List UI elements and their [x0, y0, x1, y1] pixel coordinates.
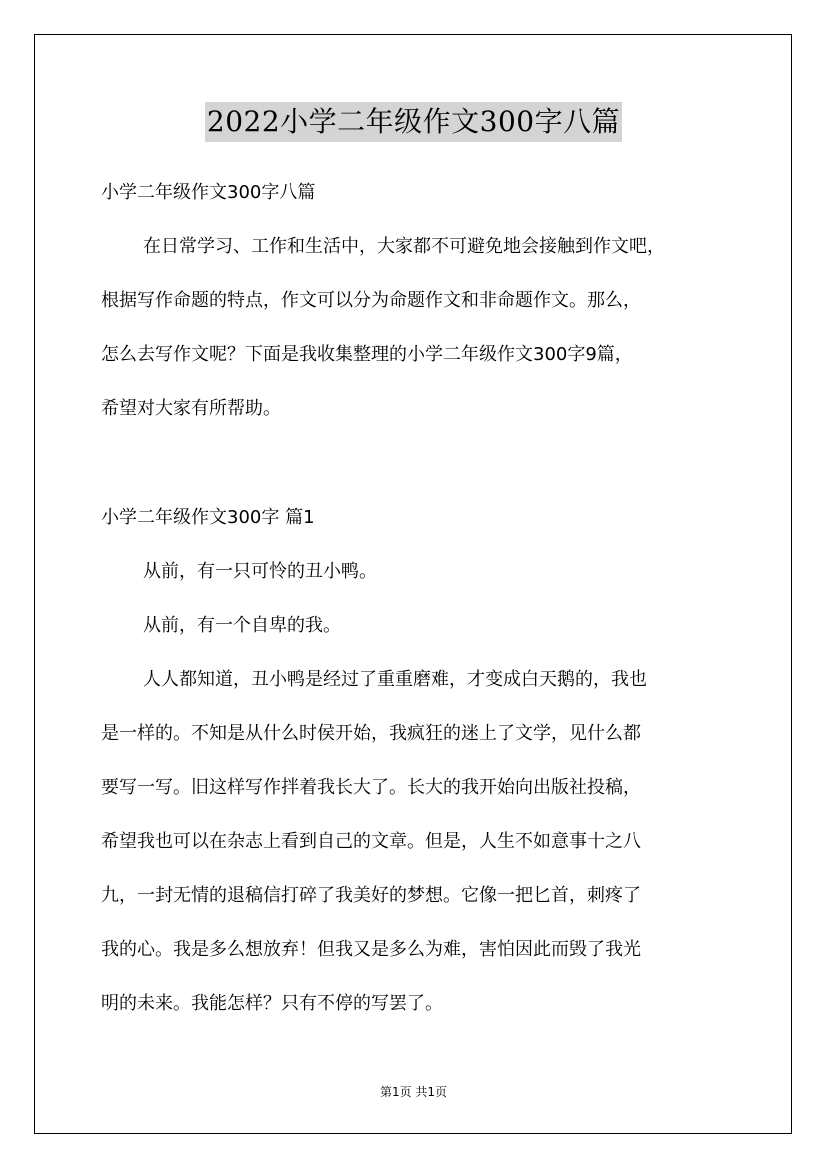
- title-container: [0, 102, 827, 142]
- intro-line: 希望对大家有所帮助。: [101, 398, 281, 419]
- paragraph-line: 我的心。我是多么想放弃！但我又是多么为难，害怕因此而毁了我光: [101, 939, 641, 960]
- paragraph-line: 人人都知道，丑小鸭是经过了重重磨难，才变成白天鹅的，我也: [143, 669, 647, 690]
- paragraph-line: 是一样的。不知是从什么时侯开始，我疯狂的迷上了文学，见什么都: [101, 723, 641, 744]
- paragraph-line: 明的未来。我能怎样？只有不停的写罢了。: [101, 993, 443, 1014]
- paragraph: 从前，有一个自卑的我。: [143, 615, 341, 636]
- paragraph-line: 要写一写。旧这样写作拌着我长大了。长大的我开始向出版社投稿，: [101, 777, 641, 798]
- paragraph-line: 九，一封无情的退稿信打碎了我美好的梦想。它像一把匕首，刺疼了: [101, 885, 641, 906]
- document-title: 2022小学二年级作文300字八篇: [205, 102, 622, 142]
- paragraph-line: 希望我也可以在杂志上看到自己的文章。但是，人生不如意事十之八: [101, 831, 641, 852]
- intro-line: 在日常学习、工作和生活中，大家都不可避免地会接触到作文吧，: [143, 236, 665, 257]
- paragraph: 从前，有一只可怜的丑小鸭。: [143, 561, 377, 582]
- page-number: 第1页 共1页: [379, 1085, 448, 1099]
- intro-line: 根据写作命题的特点，作文可以分为命题作文和非命题作文。那么，: [101, 290, 641, 311]
- section-heading: 小学二年级作文300字 篇1: [101, 507, 315, 528]
- document-subtitle: 小学二年级作文300字八篇: [101, 182, 316, 203]
- intro-line: 怎么去写作文呢？下面是我收集整理的小学二年级作文300字9篇，: [101, 344, 633, 365]
